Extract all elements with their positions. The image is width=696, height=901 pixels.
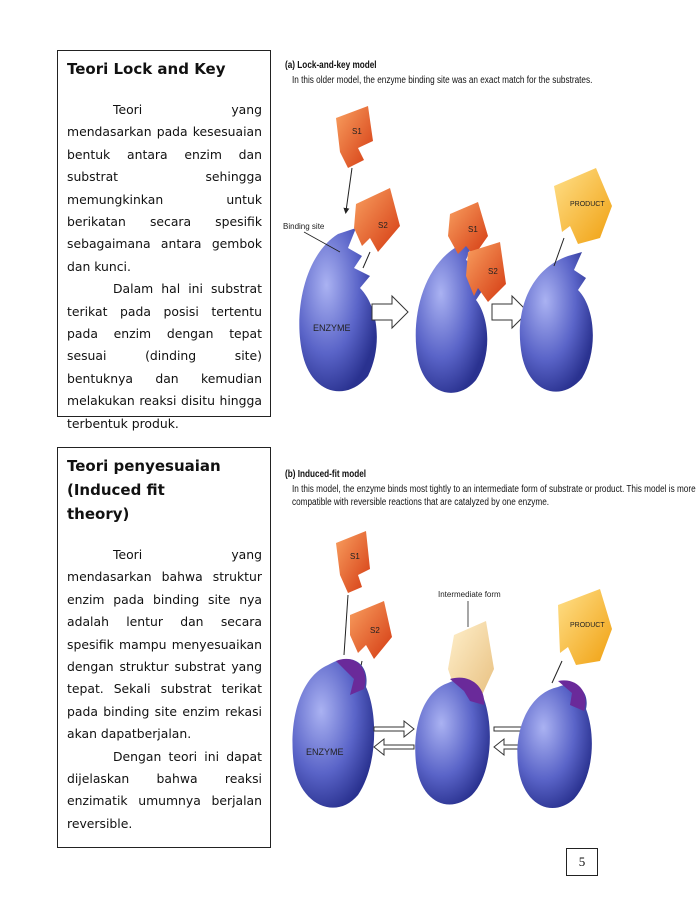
figure1-caption: In this older model, the enzyme binding site was an exact match for the substrates. [292, 75, 593, 86]
enzyme-shape-5 [415, 678, 490, 805]
substrate-s2-label-1: S2 [378, 221, 388, 230]
induced-fit-figure [278, 465, 696, 850]
lock-and-key-figure [278, 56, 613, 416]
enzyme-shape-6 [517, 680, 591, 808]
reversible-arrow-icon-1 [374, 721, 414, 755]
substrate-s2-label-3: S2 [370, 626, 380, 635]
enzyme-shape-3 [520, 252, 593, 392]
figure1-title: (a) Lock-and-key model [285, 60, 377, 71]
intermediate-form-label: Intermediate form [438, 590, 501, 599]
substrate-s1-shape-1 [336, 106, 373, 168]
induced-fit-paragraph-2: Dengan teori ini dapat dijelaskan bahwa reaksi enzimatik umumnya berjalan reversible. [67, 748, 262, 831]
figure2-caption-line-1: In this model, the enzyme binds most tightly to an intermediate form of substrate or product. This model is more [292, 484, 696, 495]
substrate-s1-shape-3 [336, 531, 370, 593]
figure2-title: (b) Induced-fit model [285, 469, 367, 480]
lock-and-key-title: Teori Lock and Key [67, 60, 226, 78]
substrate-s1-label-2: S1 [468, 225, 478, 234]
binding-site-label: Binding site [283, 222, 325, 231]
lock-and-key-paragraph-2: Dalam hal ini substrat terikat pada posisi tertentu pada enzim dengan tepat sesuai (dinding site) bentuknya dan kemudian melakukan reaksi disitu hingga terbentuk produk. [67, 281, 262, 431]
induced-fit-paragraph-1: Teori yang mendasarkan bahwa struktur enzim pada binding site nya adalah lentur dan secara spesifik mampu menyesuaikan dengan struktur substrat yang tepat. Sekali substrat terikat pada binding site enzim rekasi akan dapatberjalan. [67, 547, 262, 742]
page-number: 5 [566, 848, 598, 876]
substrate-s2-label-2: S2 [488, 267, 498, 276]
product-label-2: PRODUCT [570, 622, 605, 629]
substrate-s1-label-1: S1 [352, 127, 362, 136]
lock-and-key-text-box [57, 50, 271, 431]
enzyme-shape-1 [299, 228, 377, 391]
lock-and-key-paragraph-1: Teori yang mendasarkan pada kesesuaian bentuk antara enzim dan substrat sehingga memungkinkan untuk berikatan secara spesifik sebagaimana antara gembok dan kunci. [67, 102, 262, 274]
substrate-s2-shape-1 [354, 188, 400, 252]
enzyme-label-1: ENZYME [313, 323, 351, 333]
substrate-s1-label-3: S1 [350, 552, 360, 561]
induced-fit-title: Teori penyesuaian (Induced fit theory) [67, 457, 221, 523]
figure2-caption-line-2: compatible with reversible reactions that are catalyzed by one enzyme. [292, 497, 550, 508]
right-arrow-icon-1 [372, 296, 408, 328]
induced-fit-text-box [57, 447, 271, 848]
enzyme-shape-4 [292, 659, 374, 808]
enzyme-label-2: ENZYME [306, 747, 344, 757]
product-label: PRODUCT [570, 201, 605, 208]
